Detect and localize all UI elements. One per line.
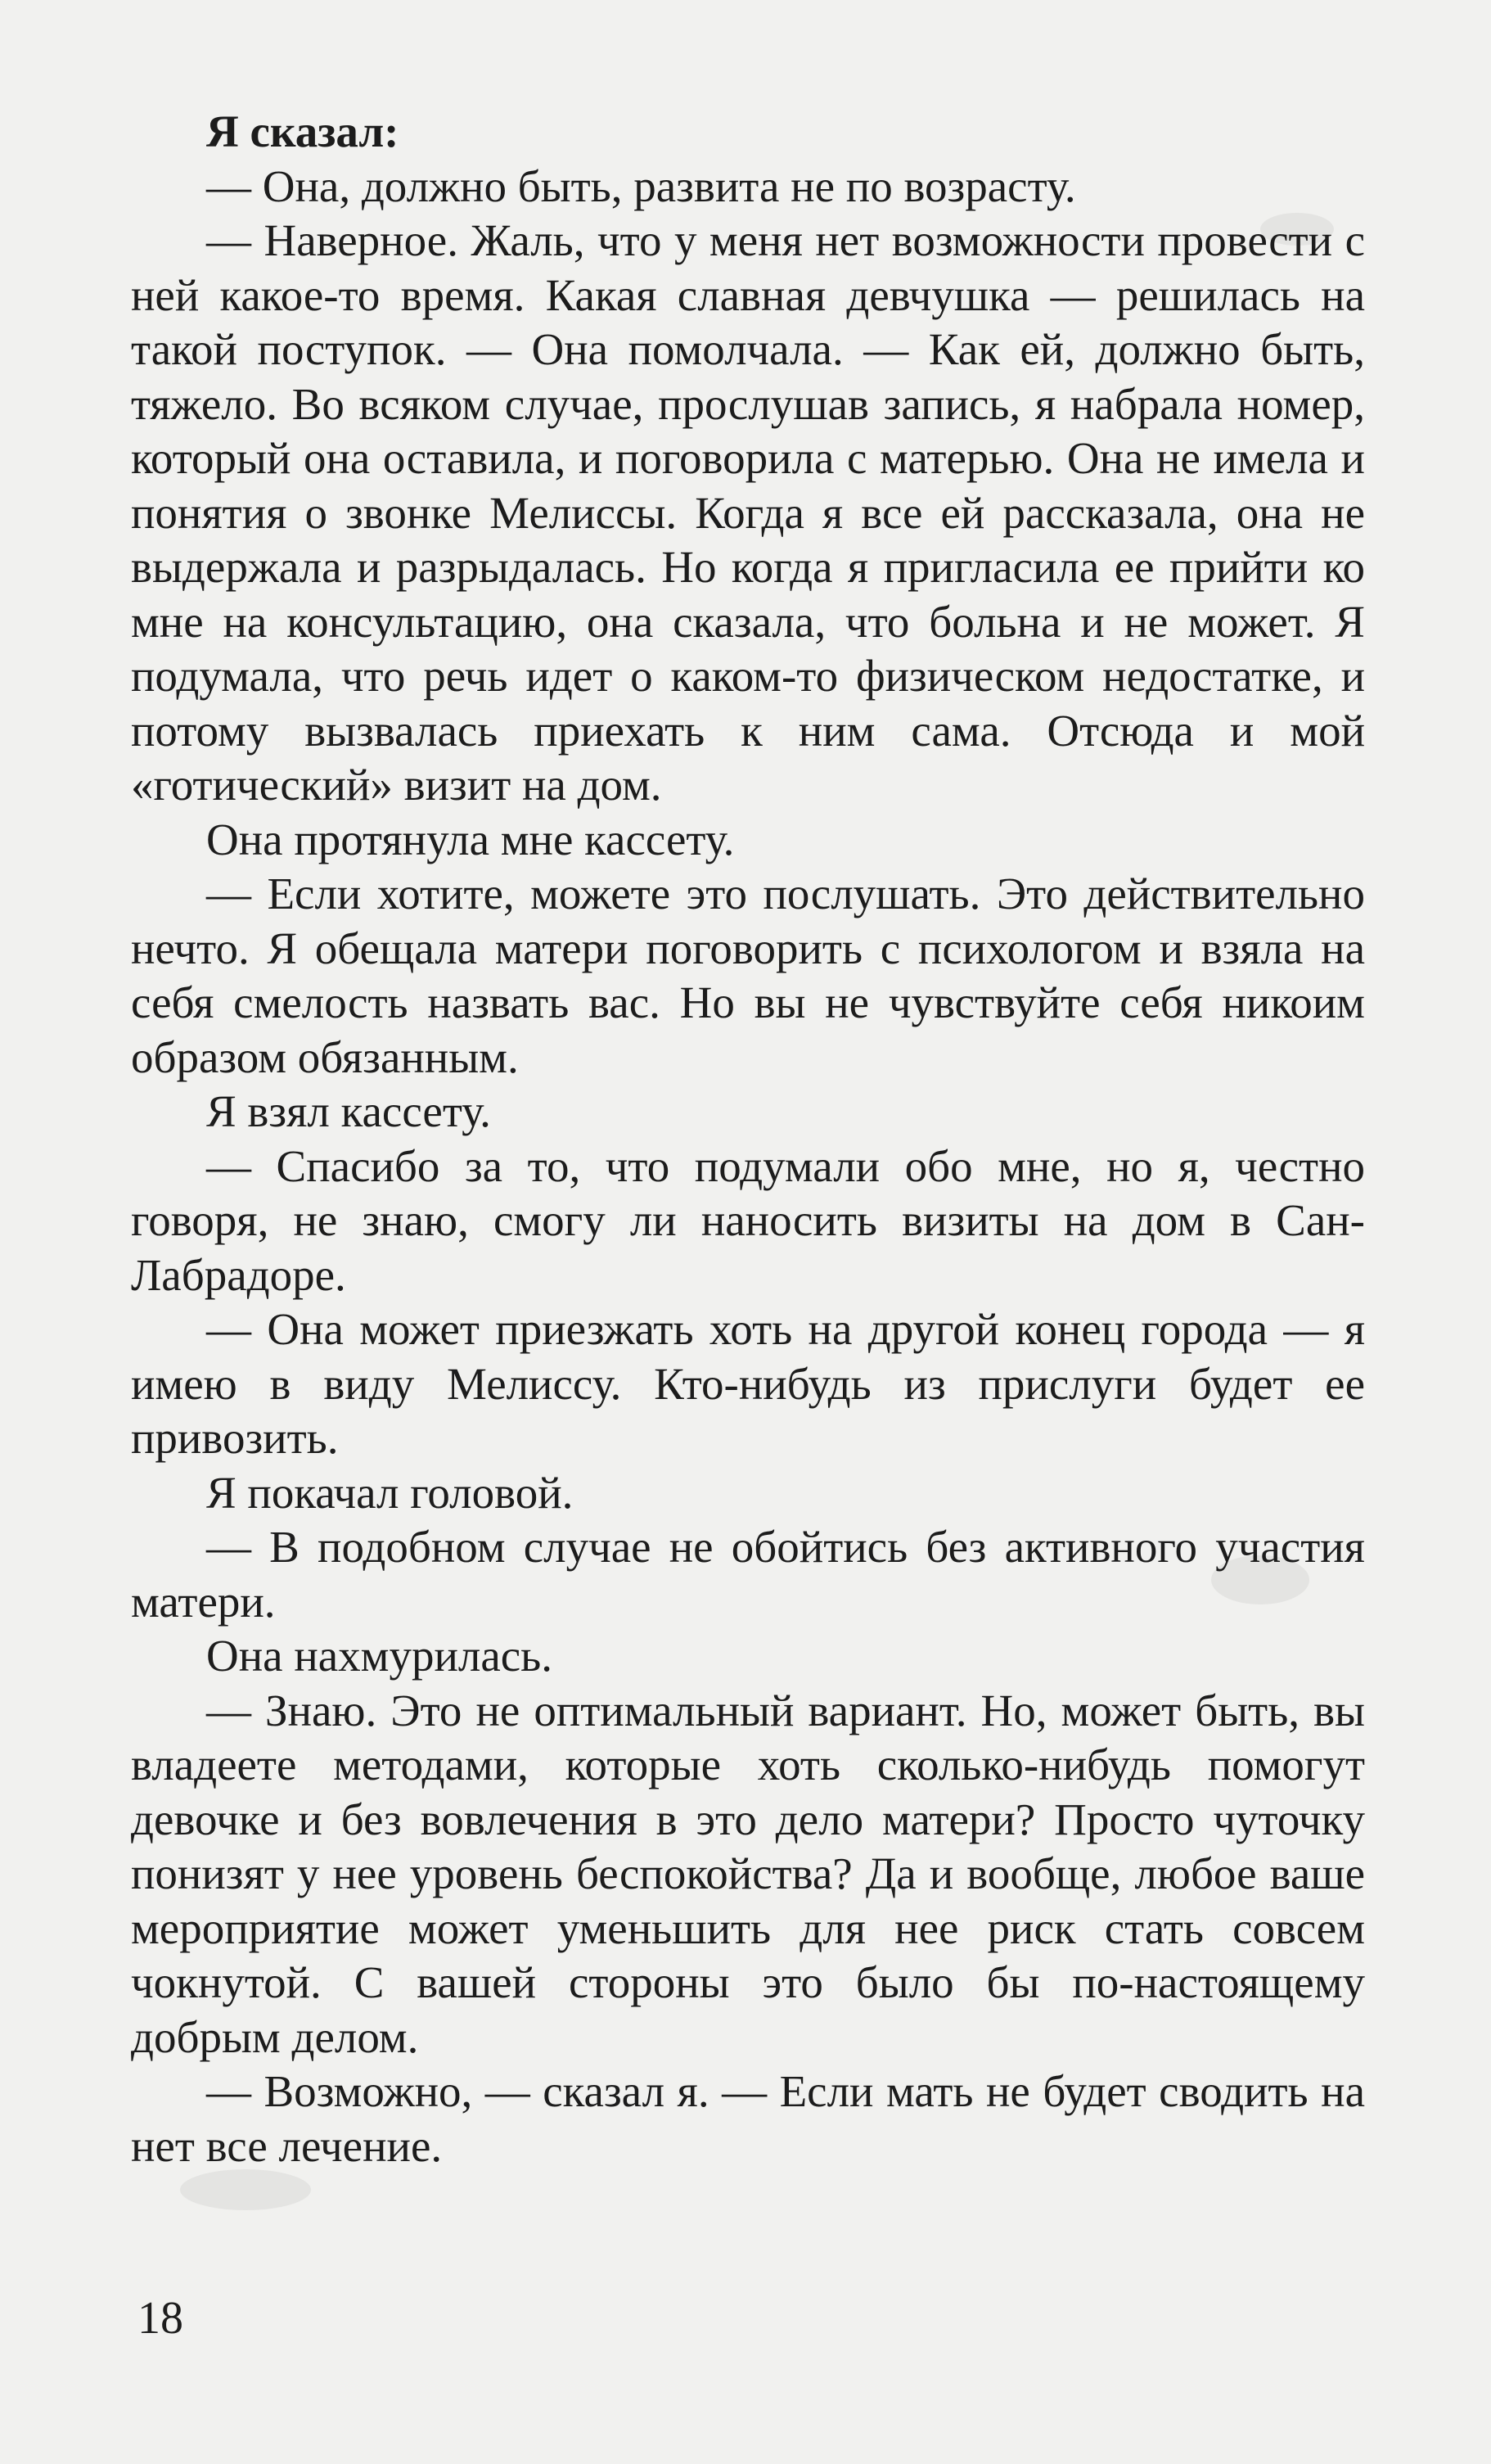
paragraph: — В подобном случае не обойтись без активного участия матери.	[131, 1522, 1365, 1627]
paragraph: — Наверное. Жаль, что у меня нет возможности провести с ней какое-то время. Какая славная девчушка — решилась на такой поступок. — Она помолчала. — Как ей, должно быть, тяжело. Во всяком случае, прослушав запись, я набрала номер, который она оставила, и поговорила с матерью. Она не имела и понятия о звонке Мелиссы. Когда я все ей рассказала, она не выдержала и разрыдалась. Но когда я пригласила ее прийти ко мне на консультацию, она сказала, что больна и не может. Я подумала, что речь идет о каком-то физическом недостатке, и потому вызвалась приехать к ним сама. Отсюда и мой «готический» визит на дом.	[131, 215, 1365, 810]
paragraph: Я сказал:	[206, 106, 399, 156]
paragraph: Она протянула мне кассету.	[206, 814, 735, 864]
paragraph: Она нахмурилась.	[206, 1631, 553, 1681]
page-text	[131, 105, 1365, 2173]
paragraph: — Знаю. Это не оптимальный вариант. Но, может быть, вы владеете методами, которые хоть сколько-нибудь помогут девочке и без вовлечения в это дело матери? Просто чуточку понизят у нее уровень беспокойства? Да и вообще, любое ваше мероприятие может уменьшить для нее риск стать совсем чокнутой. С вашей стороны это было бы по-настоящему добрым делом.	[131, 1685, 1365, 2062]
paragraph: Я покачал головой.	[206, 1467, 574, 1518]
page-number: 18	[137, 2293, 183, 2344]
paragraph: Я взял кассету.	[206, 1086, 491, 1136]
paragraph: — Она может приезжать хоть на другой конец города — я имею в виду Мелиссу. Кто-нибудь из прислуги будет ее привозить.	[131, 1304, 1365, 1463]
paragraph: — Возможно, — сказал я. — Если мать не будет сводить на нет все лечение.	[131, 2066, 1365, 2171]
paragraph: — Она, должно быть, развита не по возрасту.	[206, 160, 1076, 211]
paragraph: — Спасибо за то, что подумали обо мне, но я, честно говоря, не знаю, смогу ли наносить визиты на дом в Сан-Лабрадоре.	[131, 1140, 1365, 1300]
paper-speck	[180, 2169, 311, 2210]
paragraph: — Если хотите, можете это послушать. Это действительно нечто. Я обещала матери поговорить с психологом и взяла на себя смелость назвать вас. Но вы не чувствуйте себя никоим образом обязанным.	[131, 869, 1365, 1082]
